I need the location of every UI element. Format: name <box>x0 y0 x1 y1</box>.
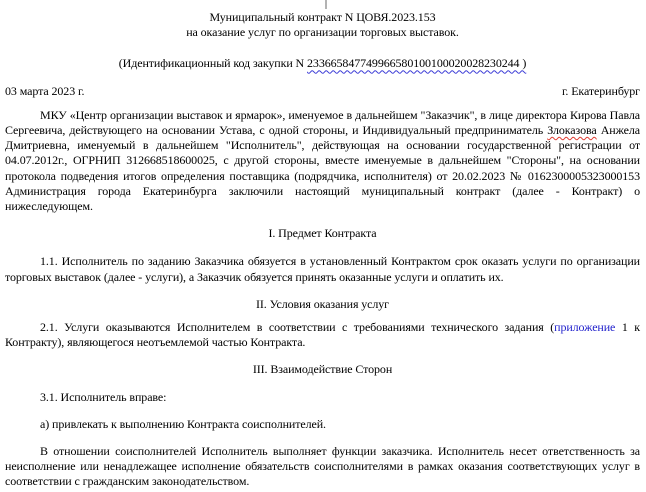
contract-title-line1: Муниципальный контракт N ЦОВЯ.2023.153 <box>209 10 436 24</box>
procurement-id-line <box>5 56 640 71</box>
preamble-misspelled-word: Злоказова <box>547 123 597 138</box>
clause-2-1-part1: 2.1. Услуги оказываются Исполнителем в соответствии с требованиями технического задания ( <box>40 320 555 335</box>
contract-title-line2: на оказание услуг по организации торговых выставок. <box>186 25 459 40</box>
section-1-heading: I. Предмет Контракта <box>268 226 377 241</box>
contract-date: 03 марта 2023 г. <box>5 83 85 98</box>
contract-city: г. Екатеринбург <box>561 83 640 98</box>
clause-2-1 <box>5 320 640 350</box>
appendix-link[interactable]: приложение <box>554 320 616 335</box>
section-3-heading: III. Взаимодействие Сторон <box>252 362 393 377</box>
procurement-id-prefix: (Идентификационный код закупки N <box>118 56 308 71</box>
procurement-id-code: 233665847749966580100100020028230244 ) <box>307 56 527 71</box>
text-cursor <box>325 0 327 9</box>
section-2-heading: II. Условия оказания услуг <box>255 296 389 311</box>
preamble-part2: Анжела Дмитриевна, именуемый в дальнейшем "Исполнитель", действующая на основании государственной регистрации от 04.07.2012г., ОГРНИП 312668518600025, с другой стороны, вместе именуемые в дальнейшем "Стороны", на основании протокола подведения итогов определения поставщика (подрядчика, исполнителя) от 20.02.2023 № 0162300005323000153 Администрация города Екатеринбурга заключили настоящий муниципальный контракт (далее - Контракт) о нижеследующем. <box>5 123 640 214</box>
preamble-part1: МКУ «Центр организации выставок и ярмарок», именуемое в дальнейшем "Заказчик", в лице директора Кирова Павла Сергеевича, действующего на основании Устава, с одной стороны, и Индивидуальный предприниматель <box>5 107 640 138</box>
clause-3-1: 3.1. Исполнитель вправе: <box>40 389 167 404</box>
clause-2-1-part2: 1 к Контракту), являющегося неотъемлемой частью Контракта. <box>5 320 640 350</box>
clause-3-1-note: В отношении соисполнителей Исполнитель выполняет функции заказчика. Исполнитель несет ответственность за неисполнение или ненадлежащее исполнение обязательств соисполнителями в рамках оказания соответствующих услуг в соответствии с гражданским законодательством. <box>5 444 640 489</box>
clause-1-1: 1.1. Исполнитель по заданию Заказчика обязуется в установленный Контрактом срок оказать услуги по организации торговых выставок (далее - услуги), а Заказчик обязуется принять оказанные услуги и оплатить их. <box>5 254 640 284</box>
clause-3-1-a: а) привлекать к выполнению Контракта соисполнителей. <box>40 416 326 431</box>
preamble-paragraph <box>5 108 640 214</box>
dateline <box>5 84 640 99</box>
